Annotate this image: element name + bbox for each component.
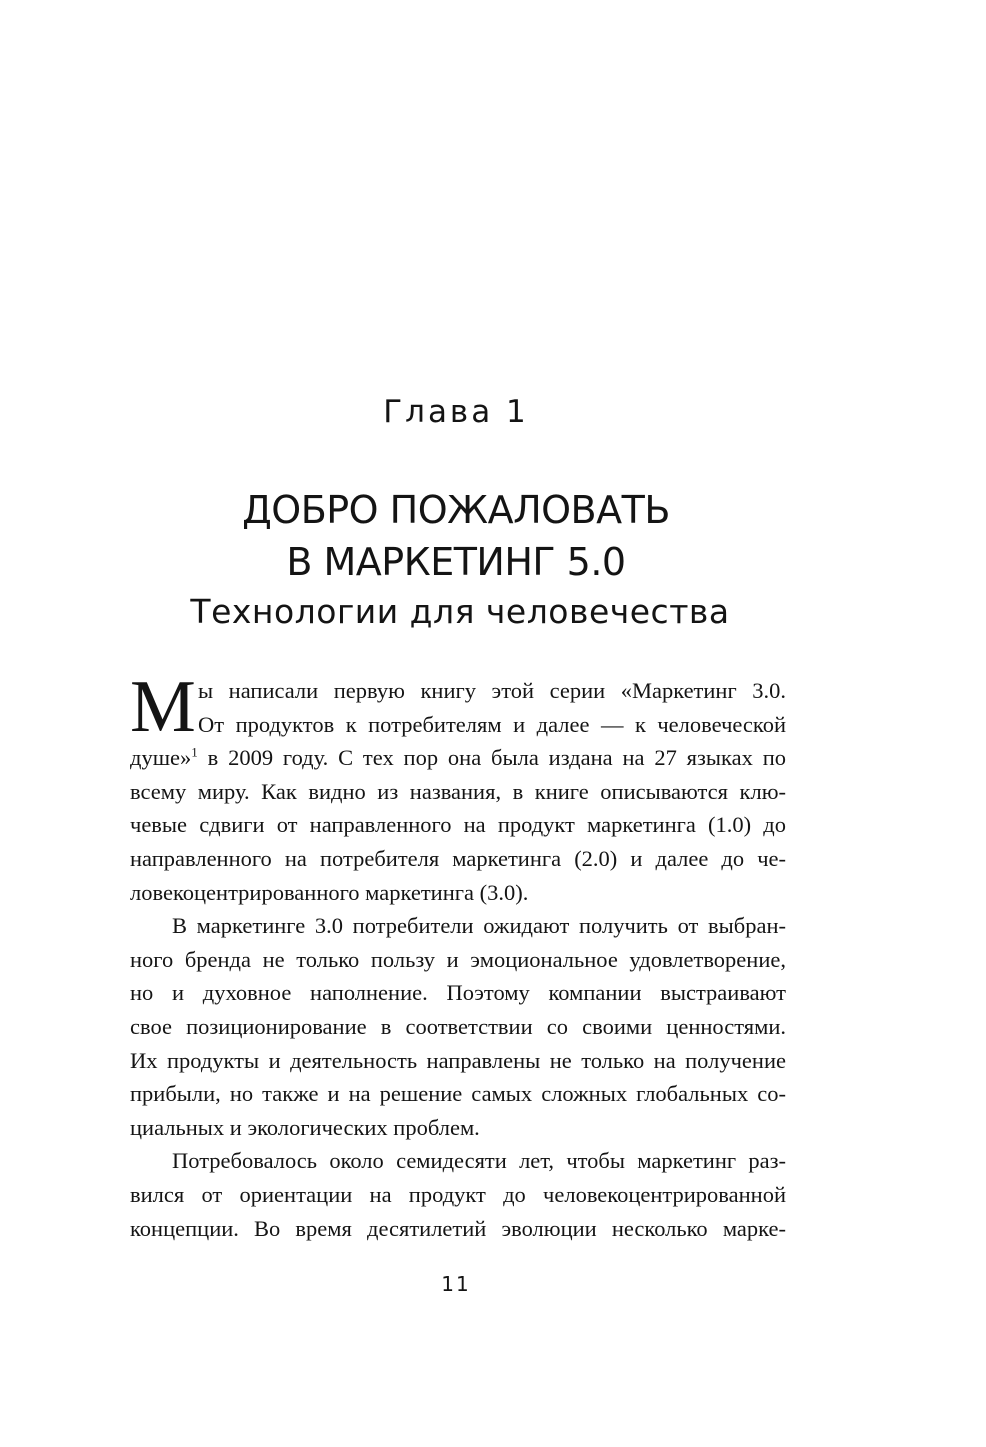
text-line: Потребовалось около семидесяти лет, чтобы маркетинг раз- bbox=[172, 1148, 786, 1174]
text-line: ловекоцентрированного маркетинга (3.0). bbox=[130, 879, 529, 905]
text-line: ы написали первую книгу этой серии «Маркетинг 3.0. bbox=[198, 678, 786, 703]
text-line: Их продукты и деятельность направлены не только на получение bbox=[130, 1047, 786, 1073]
text-line: циальных и экологических проблем. bbox=[130, 1114, 480, 1140]
paragraph-3 bbox=[130, 1144, 786, 1245]
text-line: но и духовное наполнение. Поэтому компании выстраивают bbox=[130, 980, 786, 1006]
text-line: концепции. Во время десятилетий эволюции несколько марке- bbox=[130, 1215, 786, 1241]
footnote-reference: 1 bbox=[191, 744, 198, 760]
chapter-title-line-1: ДОБРО ПОЖАЛОВАТЬ bbox=[242, 488, 670, 532]
text-line: вился от ориентации на продукт до человекоцентрированной bbox=[130, 1181, 786, 1207]
text-line: направленного на потребителя маркетинга (2.0) и далее до че- bbox=[130, 845, 786, 871]
chapter-subtitle: Технологии для человечества bbox=[190, 592, 730, 631]
text-line: свое позиционирование в соответствии со своими ценностями. bbox=[130, 1013, 786, 1039]
drop-cap: М bbox=[130, 666, 196, 748]
text-fragment: душе» bbox=[130, 745, 192, 771]
chapter-title bbox=[0, 484, 912, 588]
text-line: прибыли, но также и на решение самых сложных глобальных со- bbox=[130, 1081, 786, 1107]
body-text bbox=[130, 666, 786, 1245]
text-line: всему миру. Как видно из названия, в книге описываются клю- bbox=[130, 778, 786, 804]
text-fragment: в 2009 году. С тех пор она была издана на 27 языках по bbox=[197, 745, 786, 771]
text-line: В маркетинге 3.0 потребители ожидают получить от выбран- bbox=[172, 913, 786, 939]
chapter-title-line-2: В МАРКЕТИНГ 5.0 bbox=[286, 540, 626, 584]
paragraph-2 bbox=[130, 909, 786, 1144]
page-number: 11 bbox=[441, 1272, 471, 1296]
text-line: чевые сдвиги от направленного на продукт маркетинга (1.0) до bbox=[130, 812, 786, 838]
paragraph-1 bbox=[130, 666, 786, 909]
chapter-label: Глава 1 bbox=[383, 394, 529, 430]
text-line: От продуктов к потребителям и далее — к человеческой bbox=[198, 711, 786, 737]
text-line: ного бренда не только пользу и эмоциональное удовлетворение, bbox=[130, 946, 786, 972]
text-line bbox=[130, 741, 786, 775]
